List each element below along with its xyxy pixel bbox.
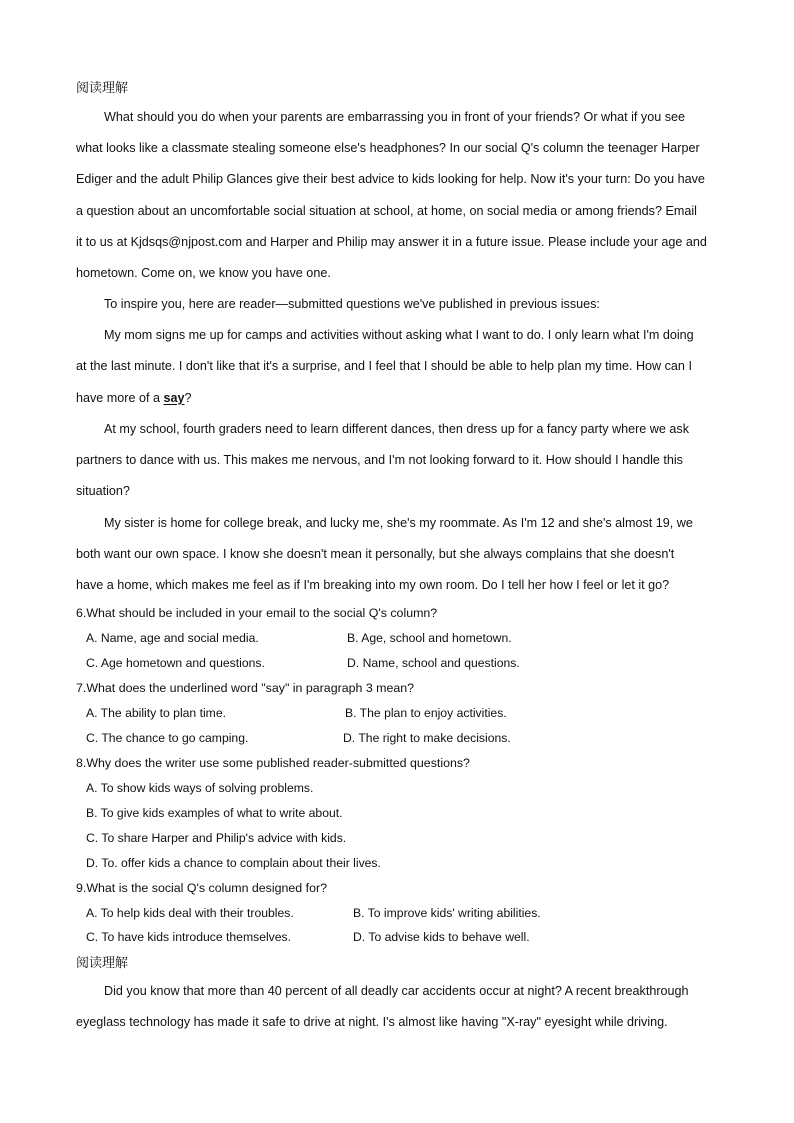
paragraph-line: Did you know that more than 40 percent of all deadly car accidents occur at night? A recent breakthrough [104,984,689,998]
underlined-word-say: say [163,391,185,405]
paragraph-line: My sister is home for college break, and lucky me, she's my roommate. As I'm 12 and she's almost 19, we [104,516,693,530]
paragraph-line: To inspire you, here are reader—submitted questions we've published in previous issues: [104,297,600,311]
option-a: A. The ability to plan time. [86,706,227,720]
paragraph-line: have a home, which makes me feel as if I'm breaking into my own room. Do I tell her how I feel or let it go? [76,578,670,592]
option-b: B. To give kids examples of what to write about. [86,806,343,820]
paragraph-line: hometown. Come on, we know you have one. [76,266,331,280]
option-b: B. To improve kids' writing abilities. [353,906,541,920]
option-d: D. The right to make decisions. [343,731,511,745]
paragraph-line: a question about an uncomfortable social situation at school, at home, on social media or among friends? Email [76,204,697,218]
section-heading: 阅读理解 [76,80,129,95]
option-c: C. To share Harper and Philip's advice with kids. [86,831,347,845]
paragraph-line [76,390,192,406]
option-c: C. To have kids introduce themselves. [86,930,292,944]
line-text: have more of a [76,391,164,405]
question-stem: 6.What should be included in your email to the social Q's column? [76,606,438,620]
paragraph-line: what looks like a classmate stealing someone else's headphones? In our social Q's column the teenager Harper [76,141,700,155]
paragraph-line: it to us at Kjdsqs@njpost.com and Harper and Philip may answer it in a future issue. Please include your age and [76,235,707,249]
line-text: ? [184,391,192,405]
option-a: A. To show kids ways of solving problems. [86,781,314,795]
option-d: D. To. offer kids a chance to complain about their lives. [86,856,381,870]
question-stem: 9.What is the social Q's column designed for? [76,881,327,895]
option-a: A. To help kids deal with their troubles. [86,906,294,920]
option-c: C. Age hometown and questions. [86,656,265,670]
paragraph-line: At my school, fourth graders need to learn different dances, then dress up for a fancy party where we ask [104,422,689,436]
paragraph-line: both want our own space. I know she doesn't mean it personally, but she always complains that she doesn't [76,547,675,561]
option-d: D. Name, school and questions. [347,656,520,670]
paragraph-line: eyeglass technology has made it safe to drive at night. I's almost like having "X-ray" eyesight while driving. [76,1015,668,1029]
option-d: D. To advise kids to behave well. [353,930,530,944]
question-stem: 8.Why does the writer use some published reader-submitted questions? [76,756,470,770]
option-b: B. Age, school and hometown. [347,631,512,645]
paragraph-line: at the last minute. I don't like that it's a surprise, and I feel that I should be able to help plan my time. How can I [76,359,692,373]
section-heading: 阅读理解 [76,955,129,970]
paragraph-line: Ediger and the adult Philip Glances give their best advice to kids looking for help. Now it's your turn: Do you have [76,172,705,186]
paragraph-line: My mom signs me up for camps and activities without asking what I want to do. I only learn what I'm doing [104,328,694,342]
option-b: B. The plan to enjoy activities. [345,706,507,720]
option-a: A. Name, age and social media. [86,631,259,645]
option-c: C. The chance to go camping. [86,731,249,745]
paragraph-line: situation? [76,484,130,498]
paragraph-line: partners to dance with us. This makes me nervous, and I'm not looking forward to it. How should I handle this [76,453,683,467]
paragraph-line: What should you do when your parents are embarrassing you in front of your friends? Or what if you see [104,110,686,124]
question-stem: 7.What does the underlined word "say" in paragraph 3 mean? [76,681,415,695]
